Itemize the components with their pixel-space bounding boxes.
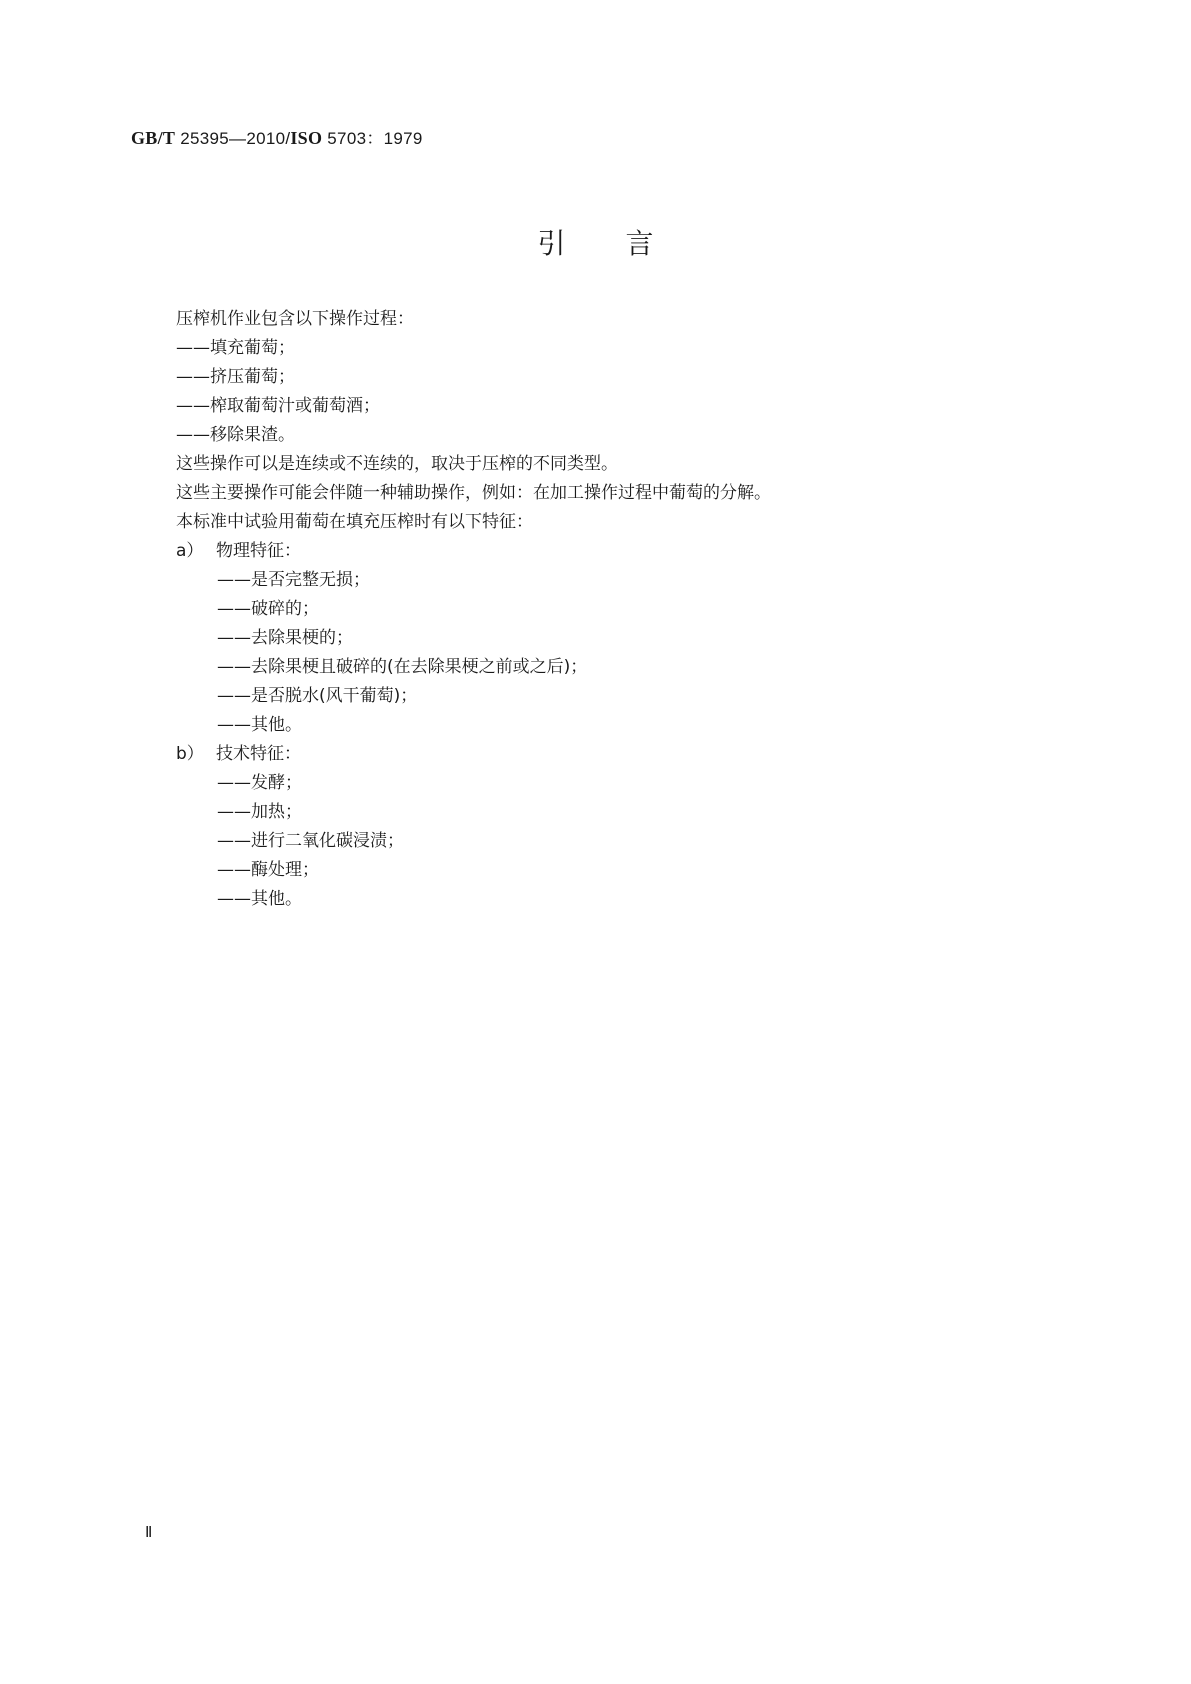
paragraph-line: 这些主要操作可能会伴随一种辅助操作，例如：在加工操作过程中葡萄的分解。 — [176, 483, 771, 503]
intro-dash-item: ——填充葡萄； — [176, 338, 295, 358]
list-a-item: ——去除果梗的； — [217, 628, 353, 648]
list-b-heading — [176, 744, 301, 764]
list-a-item: ——破碎的； — [217, 599, 319, 619]
standard-code-header — [131, 124, 423, 149]
list-b-item: ——进行二氧化碳浸渍； — [217, 831, 404, 851]
list-a-marker: a） — [176, 541, 204, 561]
list-b-label: 技术特征： — [216, 744, 301, 764]
page-number: Ⅱ — [145, 1525, 153, 1541]
header-gb: GB/T — [131, 128, 176, 148]
intro-dash-item: ——榨取葡萄汁或葡萄酒； — [176, 396, 380, 416]
header-iso: ISO — [290, 128, 323, 148]
list-b-item: ——酶处理； — [217, 860, 319, 880]
intro-dash-item: ——挤压葡萄； — [176, 367, 295, 387]
list-a-item: ——去除果梗且破碎的(在去除果梗之前或之后)； — [217, 657, 588, 677]
intro-dash-item: ——移除果渣。 — [176, 425, 295, 445]
paragraph-line: 这些操作可以是连续或不连续的，取决于压榨的不同类型。 — [176, 454, 618, 474]
page-title: 引言 — [537, 227, 714, 260]
list-b-item: ——发酵； — [217, 773, 302, 793]
list-b-item: ——其他。 — [217, 889, 302, 909]
header-number: 25395—2010/ — [175, 129, 291, 148]
intro-line: 压榨机作业包含以下操作过程： — [176, 309, 414, 329]
list-a-item: ——是否脱水(风干葡萄)； — [217, 686, 418, 706]
header-iso-number: 5703：1979 — [322, 129, 423, 148]
list-b-item: ——加热； — [217, 802, 302, 822]
list-b-marker: b） — [176, 744, 204, 764]
list-a-item: ——其他。 — [217, 715, 302, 735]
list-a-label: 物理特征： — [216, 541, 301, 561]
list-a-item: ——是否完整无损； — [217, 570, 370, 590]
list-a-heading — [176, 541, 301, 561]
paragraph-line: 本标准中试验用葡萄在填充压榨时有以下特征： — [176, 512, 533, 532]
